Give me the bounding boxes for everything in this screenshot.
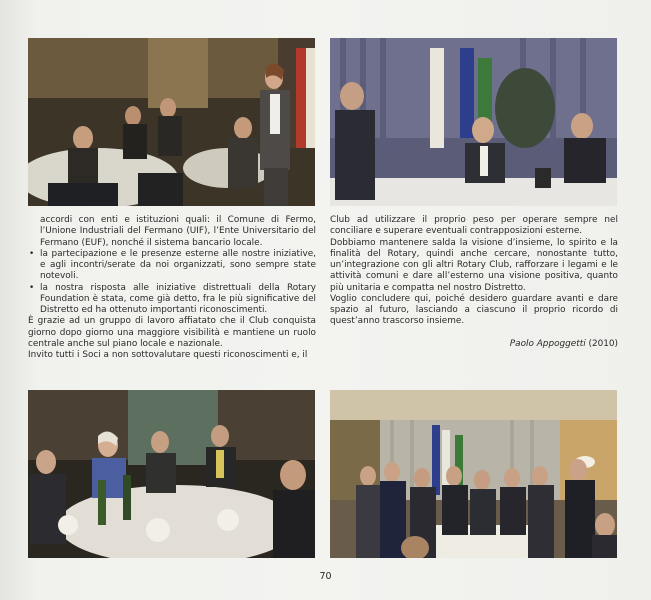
body-paragraph: Club ad utilizzare il proprio peso per operare sempre nel conciliare e superare eventuali contrapposizioni esterne. <box>330 215 618 237</box>
bullet-item: • la nostra risposta alle iniziative distrettuali della Rotary Foundation è stata, come già detto, fra le più significative del Distretto ed ha ottenuto importanti riconoscimenti. <box>28 283 316 317</box>
signature-year: (2010) <box>588 338 618 349</box>
body-paragraph: Invito tutti i Soci a non sottovalutare questi riconoscimenti e, il <box>28 350 308 360</box>
bullet-list <box>28 249 316 317</box>
page-number: 70 <box>319 571 332 582</box>
photo-group-at-podium <box>330 390 617 558</box>
photo-head-table-speaker <box>330 38 617 206</box>
signature <box>330 339 618 350</box>
left-text-column <box>28 215 316 361</box>
photo-dinner-speech-woman <box>28 38 315 206</box>
body-paragraph: Dobbiamo mantenere salda la visione d’insieme, lo spirito e la finalità del Rotary, quindi anche cercare, nonostante tutto, un’integrazione con gli altri Rotary Club, rafforzare i legami e le attività comuni e dare all’esterno una visione positiva, quanto più unitaria e compatta nel nostro Distretto. <box>330 237 618 293</box>
signature-name: Paolo Appoggetti <box>509 338 586 349</box>
body-paragraph: È grazie ad un gruppo di lavoro affiatato che il Club conquista giorno dopo giorno una maggiore visibilità e mantiene un ruolo centrale anche sul piano locale e nazionale. <box>28 316 316 349</box>
right-text-column <box>330 215 618 350</box>
photo-dinner-table-guests <box>28 390 315 558</box>
intro-paragraph: accordi con enti e istituzioni quali: il Comune di Fermo, l’Unione Industriali del Fermano (UIF), l’Ente Universitario del Fermano (EUF), nonché il sistema bancario locale. <box>40 215 316 248</box>
body-paragraph: Voglio concludere qui, poiché desidero guardare avanti e dare spazio al futuro, lasciando a ciascuno il proprio ricordo di quest’anno trascorso insieme. <box>330 293 618 327</box>
bullet-item: • la partecipazione e le presenze esterne alle nostre iniziative, e agli incontri/serate da noi organizzati, sono sempre state notevoli. <box>28 249 316 283</box>
